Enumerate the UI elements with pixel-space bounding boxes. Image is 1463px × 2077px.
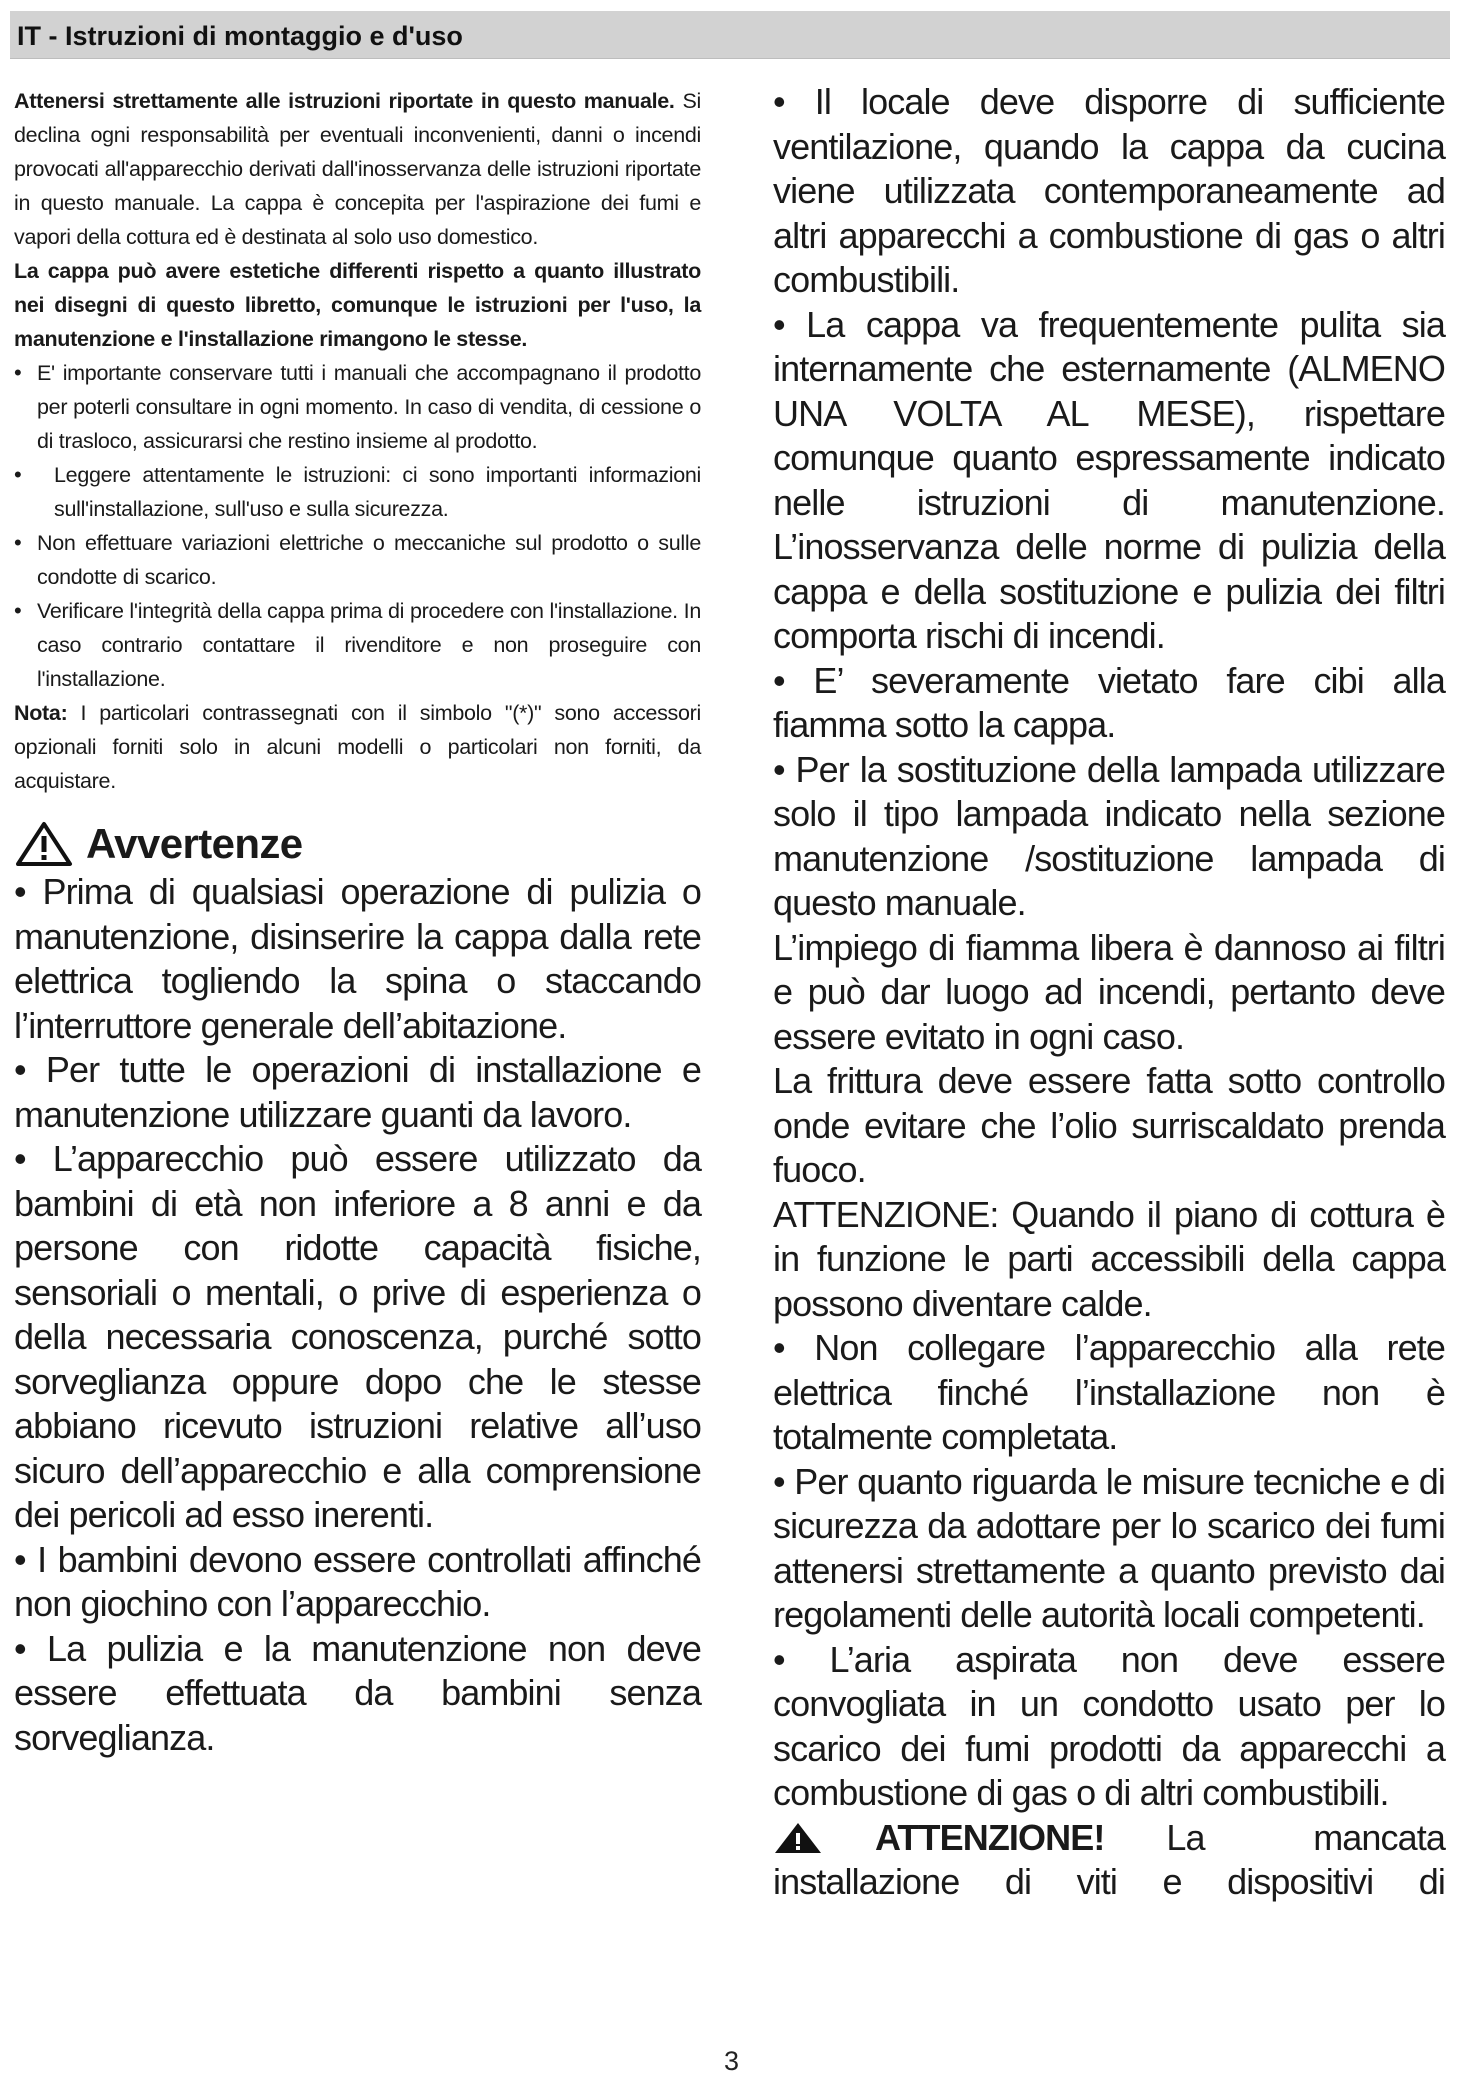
warnings-left-list bbox=[14, 870, 701, 1760]
warning-item: ATTENZIONE: Quando il piano di cottura è in funzione le parti accessibili della cappa possono diventare calde. bbox=[773, 1193, 1445, 1324]
intro-bullet bbox=[14, 458, 701, 526]
attention-line bbox=[773, 1816, 1445, 1861]
warning-item: • La pulizia e la manutenzione non deve essere effettuata da bambini senza sorveglianza. bbox=[14, 1627, 701, 1758]
intro-bullet-text: Verificare l'integrità della cappa prima di procedere con l'installazione. In caso contrario contattare il rivenditore e non proseguire con l'installazione. bbox=[37, 599, 701, 691]
warnings-heading bbox=[14, 820, 701, 868]
intro-note bbox=[14, 696, 701, 798]
note-text: I particolari contrassegnati con il simbolo "(*)" sono accessori opzionali forniti solo in alcuni modelli o particolari non forniti, da acquistare. bbox=[14, 701, 701, 793]
warning-item: • L’aria aspirata non deve essere convogliata in un condotto usato per lo scarico dei fumi prodotti da apparecchi a combustione di gas o di altri combustibili. bbox=[773, 1638, 1445, 1813]
warning-item: • I bambini devono essere controllati affinché non giochino con l’apparecchio. bbox=[14, 1538, 701, 1624]
attention-triangle-icon bbox=[773, 1821, 823, 1855]
warning-item: • E’ severamente vietato fare cibi alla fiamma sotto la cappa. bbox=[773, 659, 1445, 745]
intro-bullet-text: Leggere attentamente le istruzioni: ci sono importanti informazioni sull'installazione, sull'uso e sulla sicurezza. bbox=[54, 463, 701, 521]
attention-word: La bbox=[1166, 1816, 1205, 1858]
intro-bullet-text: Non effettuare variazioni elettriche o meccaniche sul prodotto o sulle condotte di scarico. bbox=[37, 531, 701, 589]
intro-paragraph bbox=[14, 84, 701, 254]
attention-word: di bbox=[1418, 1861, 1445, 1902]
attention-word: e bbox=[1162, 1861, 1182, 1902]
intro-rest: Si declina ogni responsabilità per eventuali inconvenienti, danni o incendi provocati all'apparecchio derivati dall'inosservanza delle istruzioni riportate in questo manuale. La cappa è concepita per l'aspirazione dei fumi e vapori della cottura ed è destinata al solo uso domestico. bbox=[14, 89, 701, 249]
intro-bold: Attenersi strettamente alle istruzioni riportate in questo manuale. bbox=[14, 89, 675, 113]
warning-item: • Prima di qualsiasi operazione di pulizia o manutenzione, disinserire la cappa dalla rete elettrica togliendo la spina o staccando l’interruttore generale dell’abitazione. bbox=[14, 871, 701, 1046]
attention-word: mancata bbox=[1313, 1816, 1445, 1858]
attention-rest bbox=[1166, 1816, 1445, 1861]
warning-item: • La cappa va frequentemente pulita sia internamente che esternamente (ALMENO UNA VOLTA AL MESE), rispettare comunque quanto espressamente indicato nelle istruzioni di manutenzione. L’inosservanza delle norme di pulizia della cappa e della sostituzione e pulizia dei filtri comporta rischi di incendi. bbox=[773, 303, 1445, 656]
warning-item: • Il locale deve disporre di sufficiente ventilazione, quando la cappa da cucina viene utilizzata contemporaneamente ad altri apparecchi a combustione di gas o altri combustibili. bbox=[773, 81, 1445, 300]
left-column bbox=[14, 84, 701, 1760]
right-column bbox=[773, 80, 1445, 1905]
section-header: IT - Istruzioni di montaggio e d'uso bbox=[10, 11, 1450, 59]
warning-item: • Non collegare l’apparecchio alla rete elettrica finché l’installazione non è totalmente completata. bbox=[773, 1327, 1445, 1457]
warning-triangle-icon bbox=[14, 820, 74, 868]
intro-block bbox=[14, 84, 701, 798]
attention-word: installazione bbox=[773, 1861, 960, 1902]
attention-word: dispositivi bbox=[1227, 1861, 1374, 1902]
attention-continued bbox=[773, 1860, 1445, 1905]
intro-bullet bbox=[14, 594, 701, 696]
bullet-marker: • bbox=[14, 462, 22, 487]
note-label: Nota: bbox=[14, 701, 68, 725]
attention-label: ATTENZIONE! bbox=[875, 1816, 1105, 1858]
attention-word: viti bbox=[1076, 1861, 1118, 1902]
warning-item: La frittura deve essere fatta sotto controllo onde evitare che l’olio surriscaldato prenda fuoco. bbox=[773, 1060, 1445, 1190]
intro-design-note: La cappa può avere estetiche differenti rispetto a quanto illustrato nei disegni di questo libretto, comunque le istruzioni per l'uso, la manutenzione e l'installazione rimangono le stesse. bbox=[14, 259, 701, 351]
intro-bullet bbox=[14, 526, 701, 594]
warning-item: L’impiego di fiamma libera è dannoso ai filtri e può dar luogo ad incendi, pertanto deve essere evitato in ogni caso. bbox=[773, 926, 1445, 1057]
bullet-marker: • bbox=[14, 598, 22, 623]
warning-item: • Per tutte le operazioni di installazione e manutenzione utilizzare guanti da lavoro. bbox=[14, 1049, 701, 1135]
attention-word: di bbox=[1004, 1861, 1032, 1902]
bullet-marker: • bbox=[14, 530, 22, 555]
warning-item: • Per la sostituzione della lampada utilizzare solo il tipo lampada indicato nella sezione manutenzione /sostituzione lampada di questo manuale. bbox=[773, 748, 1445, 923]
warning-item: • L’apparecchio può essere utilizzato da bambini di età non inferiore a 8 anni e da persone con ridotte capacità fisiche, sensoriali o mentali, o prive di esperienza o della necessaria conoscenza, purché sotto sorveglianza oppure dopo che le stesse abbiano ricevuto istruzioni relative all’uso sicuro dell’apparecchio e alla comprensione dei pericoli ad esso inerenti. bbox=[14, 1138, 701, 1535]
intro-bullet-text: E' importante conservare tutti i manuali che accompagnano il prodotto per poterli consultare in ogni momento. In caso di vendita, di cessione o di trasloco, assicurarsi che restino insieme al prodotto. bbox=[37, 361, 701, 453]
warnings-title: Avvertenze bbox=[86, 820, 303, 867]
intro-bullet bbox=[14, 356, 701, 458]
warning-item: • Per quanto riguarda le misure tecniche e di sicurezza da adottare per lo scarico dei fumi attenersi strettamente a quanto previsto dai regolamenti delle autorità locali competenti. bbox=[773, 1460, 1445, 1635]
bullet-marker: • bbox=[14, 360, 22, 385]
page-number: 3 bbox=[723, 2046, 740, 2076]
